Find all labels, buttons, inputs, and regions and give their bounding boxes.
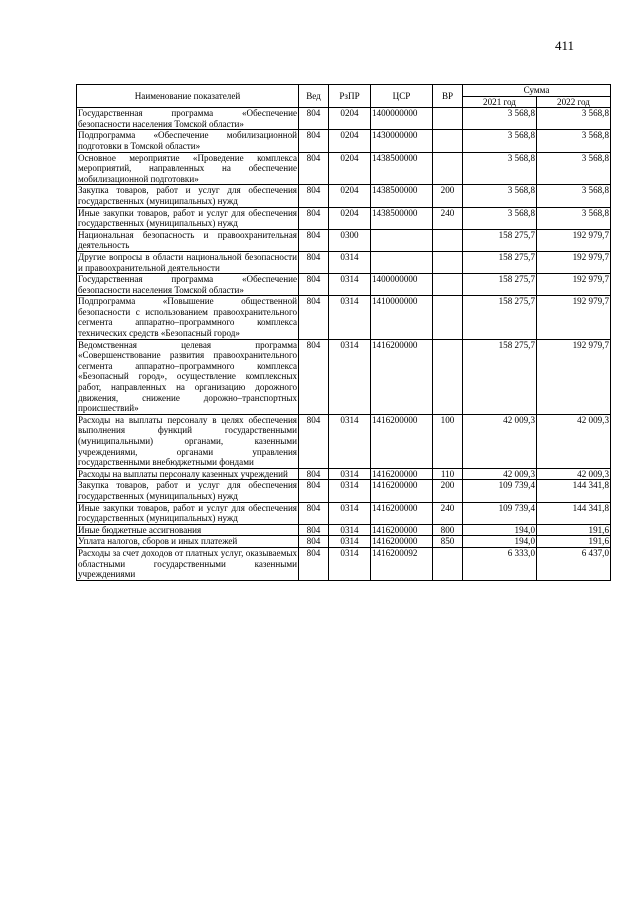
- row-sum-2022: 3 568,8: [537, 185, 611, 207]
- row-name: Закупка товаров, работ и услуг для обеспечения государственных (муниципальных) нужд: [78, 480, 297, 501]
- row-vr: 200: [433, 185, 463, 207]
- row-name: Другие вопросы в области национальной безопасности и правоохранительной деятельности: [78, 251, 297, 273]
- row-rzpr: 0204: [329, 130, 371, 152]
- row-vr: [433, 229, 463, 251]
- header-rzpr: РзПР: [329, 85, 371, 108]
- row-name: Расходы на выплаты персоналу в целях обеспечения выполнения функций государственными (муниципальными) органами, казенными учреждениями, органами управления государственными внебюджетными фондами: [78, 414, 297, 468]
- row-sum-2022: 3 568,8: [537, 152, 611, 185]
- row-csr: 1400000000: [371, 108, 433, 130]
- row-rzpr: 0314: [329, 251, 371, 273]
- table-row: [77, 274, 611, 296]
- row-csr: 1416200000: [371, 480, 433, 502]
- row-sum-2021: 3 568,8: [463, 152, 537, 185]
- row-sum-2021: 42 009,3: [463, 468, 537, 480]
- row-name: Национальная безопасность и правоохранительная деятельность: [78, 229, 297, 251]
- row-sum-2022: 192 979,7: [537, 229, 611, 251]
- row-name: Подпрограмма «Обеспечение мобилизационной подготовки в Томской области»: [78, 130, 297, 151]
- row-name: Закупка товаров, работ и услуг для обеспечения государственных (муниципальных) нужд: [78, 185, 297, 206]
- row-sum-2021: 3 568,8: [463, 130, 537, 152]
- row-ved: 804: [299, 547, 329, 580]
- row-sum-2021: 3 568,8: [463, 108, 537, 130]
- row-vr: [433, 547, 463, 580]
- row-name: Иные закупки товаров, работ и услуг для обеспечения государственных (муниципальных) нужд: [78, 502, 297, 524]
- row-csr: 1416200000: [371, 502, 433, 524]
- row-csr: 1400000000: [371, 274, 433, 296]
- table-row: [77, 207, 611, 229]
- row-csr: 1410000000: [371, 296, 433, 339]
- row-csr: 1438500000: [371, 207, 433, 229]
- row-name: Государственная программа «Обеспечение безопасности населения Томской области»: [78, 108, 297, 129]
- row-name: Иные закупки товаров, работ и услуг для обеспечения государственных (муниципальных) нужд: [78, 207, 297, 229]
- row-ved: 804: [299, 152, 329, 185]
- row-ved: 804: [299, 251, 329, 273]
- row-sum-2022: 144 341,8: [537, 502, 611, 524]
- row-sum-2022: 191,6: [537, 524, 611, 536]
- row-sum-2022: 3 568,8: [537, 108, 611, 130]
- row-rzpr: 0314: [329, 414, 371, 468]
- row-ved: 804: [299, 185, 329, 207]
- row-rzpr: 0314: [329, 339, 371, 414]
- row-ved: 804: [299, 480, 329, 502]
- row-sum-2021: 3 568,8: [463, 207, 537, 229]
- row-rzpr: 0204: [329, 152, 371, 185]
- table-row: [77, 414, 611, 468]
- row-sum-2021: 194,0: [463, 524, 537, 536]
- row-rzpr: 0314: [329, 547, 371, 580]
- table-header: [77, 85, 611, 108]
- table-row: [77, 502, 611, 524]
- row-vr: 240: [433, 207, 463, 229]
- row-ved: 804: [299, 207, 329, 229]
- table-row: [77, 251, 611, 273]
- row-csr: 1438500000: [371, 185, 433, 207]
- row-vr: [433, 130, 463, 152]
- row-rzpr: 0314: [329, 296, 371, 339]
- table-row: [77, 229, 611, 251]
- table-row: [77, 524, 611, 536]
- row-name: Государственная программа «Обеспечение безопасности населения Томской области»: [78, 274, 297, 295]
- row-sum-2022: 144 341,8: [537, 480, 611, 502]
- row-vr: 850: [433, 536, 463, 548]
- row-rzpr: 0314: [329, 468, 371, 480]
- row-csr: 1438500000: [371, 152, 433, 185]
- row-vr: [433, 152, 463, 185]
- row-ved: 804: [299, 502, 329, 524]
- row-vr: 800: [433, 524, 463, 536]
- header-year-2022: 2022 год: [537, 96, 611, 108]
- header-name: Наименование показателей: [77, 85, 299, 108]
- table-row: [77, 296, 611, 339]
- header-sum: Сумма: [463, 85, 611, 97]
- row-sum-2021: 109 739,4: [463, 480, 537, 502]
- row-name: Ведомственная целевая программа «Совершенствование развития правоохранительного сегмента аппаратно–программного комплекса «Безопасный город», осуществление комплексных работ, направленных на организацию дорожного движения, снижение дорожно–транспортных происшествий»: [78, 339, 297, 414]
- row-rzpr: 0314: [329, 536, 371, 548]
- row-name: Основное мероприятие «Проведение комплекса мероприятий, направленных на обеспечение мобилизационной подготовки»: [78, 152, 297, 184]
- row-vr: 200: [433, 480, 463, 502]
- row-vr: [433, 108, 463, 130]
- row-vr: 100: [433, 414, 463, 468]
- row-sum-2022: 191,6: [537, 536, 611, 548]
- row-csr: 1430000000: [371, 130, 433, 152]
- row-sum-2022: 42 009,3: [537, 468, 611, 480]
- row-sum-2021: 158 275,7: [463, 296, 537, 339]
- header-ved: Вед: [299, 85, 329, 108]
- row-sum-2022: 6 437,0: [537, 547, 611, 580]
- table-row: [77, 130, 611, 152]
- row-ved: 804: [299, 414, 329, 468]
- row-ved: 804: [299, 536, 329, 548]
- row-sum-2021: 158 275,7: [463, 274, 537, 296]
- row-sum-2022: 192 979,7: [537, 251, 611, 273]
- row-sum-2021: 194,0: [463, 536, 537, 548]
- budget-table: [76, 84, 611, 581]
- header-csr: ЦСР: [371, 85, 433, 108]
- row-ved: 804: [299, 339, 329, 414]
- row-sum-2021: 158 275,7: [463, 339, 537, 414]
- row-name: Расходы на выплаты персоналу казенных учреждений: [77, 468, 299, 480]
- row-csr: [371, 251, 433, 273]
- row-sum-2022: 3 568,8: [537, 130, 611, 152]
- row-ved: 804: [299, 296, 329, 339]
- row-vr: 240: [433, 502, 463, 524]
- row-vr: [433, 251, 463, 273]
- row-sum-2021: 42 009,3: [463, 414, 537, 468]
- row-rzpr: 0314: [329, 524, 371, 536]
- row-sum-2022: 192 979,7: [537, 339, 611, 414]
- row-csr: 1416200000: [371, 524, 433, 536]
- row-vr: [433, 339, 463, 414]
- row-sum-2022: 192 979,7: [537, 296, 611, 339]
- row-ved: 804: [299, 108, 329, 130]
- table-row: [77, 339, 611, 414]
- row-rzpr: 0204: [329, 185, 371, 207]
- table-body: [77, 108, 611, 581]
- row-sum-2021: 158 275,7: [463, 251, 537, 273]
- row-vr: [433, 296, 463, 339]
- row-sum-2021: 109 739,4: [463, 502, 537, 524]
- row-sum-2022: 42 009,3: [537, 414, 611, 468]
- row-sum-2021: 3 568,8: [463, 185, 537, 207]
- row-csr: [371, 229, 433, 251]
- row-csr: 1416200000: [371, 339, 433, 414]
- table-row: [77, 536, 611, 548]
- row-rzpr: 0300: [329, 229, 371, 251]
- row-ved: 804: [299, 468, 329, 480]
- row-name: Подпрограмма «Повышение общественной безопасности с использованием правоохранительного сегмента аппаратно–программного комплекса технических средств «Безопасный город»: [78, 296, 297, 339]
- row-csr: 1416200000: [371, 414, 433, 468]
- row-name: Расходы за счет доходов от платных услуг, оказываемых областными государственными казенными учреждениями: [78, 547, 297, 580]
- row-sum-2022: 3 568,8: [537, 207, 611, 229]
- row-ved: 804: [299, 274, 329, 296]
- table-row: [77, 468, 611, 480]
- row-ved: 804: [299, 130, 329, 152]
- row-csr: 1416200000: [371, 468, 433, 480]
- row-name: Иные бюджетные ассигнования: [77, 524, 299, 536]
- row-vr: 110: [433, 468, 463, 480]
- header-year-2021: 2021 год: [463, 96, 537, 108]
- table-row: [77, 185, 611, 207]
- row-ved: 804: [299, 229, 329, 251]
- row-rzpr: 0314: [329, 480, 371, 502]
- row-rzpr: 0314: [329, 502, 371, 524]
- table-row: [77, 108, 611, 130]
- table-row: [77, 152, 611, 185]
- table-row: [77, 480, 611, 502]
- table-row: [77, 547, 611, 580]
- row-rzpr: 0204: [329, 108, 371, 130]
- row-sum-2021: 6 333,0: [463, 547, 537, 580]
- row-ved: 804: [299, 524, 329, 536]
- header-vr: ВР: [433, 85, 463, 108]
- row-name: Уплата налогов, сборов и иных платежей: [77, 536, 299, 548]
- row-vr: [433, 274, 463, 296]
- row-csr: 1416200092: [371, 547, 433, 580]
- row-rzpr: 0314: [329, 274, 371, 296]
- row-csr: 1416200000: [371, 536, 433, 548]
- page-number: 411: [555, 38, 575, 53]
- row-sum-2021: 158 275,7: [463, 229, 537, 251]
- row-rzpr: 0204: [329, 207, 371, 229]
- row-sum-2022: 192 979,7: [537, 274, 611, 296]
